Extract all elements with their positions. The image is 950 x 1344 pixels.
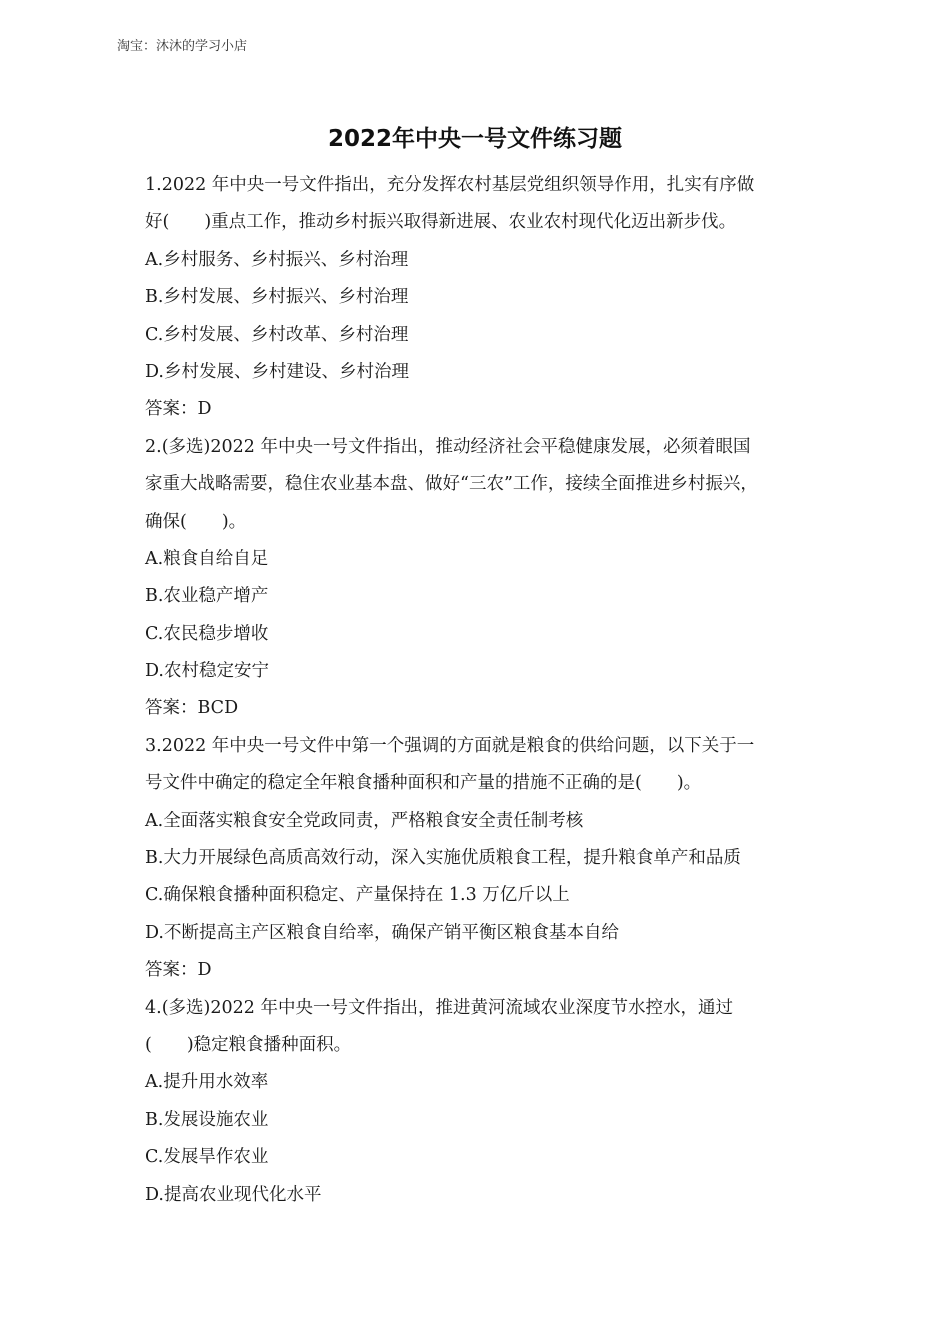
option-a: A.粮食自给自足 (145, 548, 269, 569)
option-c: C.乡村发展、乡村改革、乡村治理 (145, 324, 409, 345)
option-a: A.全面落实粮食安全党政同责，严格粮食安全责任制考核 (145, 810, 584, 831)
question-stem-line: 2.(多选)2022 年中央一号文件指出，推动经济社会平稳健康发展，必须着眼国 (145, 436, 751, 457)
option-b: B.大力开展绿色高质高效行动，深入实施优质粮食工程，提升粮食单产和品质 (145, 848, 741, 869)
question-2 (145, 429, 810, 728)
question-stem-line: 确保( )。 (145, 511, 247, 532)
option-a: A.乡村服务、乡村振兴、乡村治理 (145, 249, 409, 270)
option-d: D.提高农业现代化水平 (145, 1184, 322, 1205)
option-b: B.乡村发展、乡村振兴、乡村治理 (145, 287, 409, 308)
document-title: 2022年中央一号文件练习题 (327, 126, 622, 152)
option-a: A.提升用水效率 (145, 1072, 269, 1093)
option-d: D.不断提高主产区粮食自给率，确保产销平衡区粮食基本自给 (145, 922, 619, 943)
header-note: 淘宝：沐沐的学习小店 (117, 39, 248, 54)
question-list (145, 167, 810, 1214)
question-stem-line: 1.2022 年中央一号文件指出，充分发挥农村基层党组织领导作用，扎实有序做 (145, 175, 755, 195)
question-stem-line: 号文件中确定的稳定全年粮食播种面积和产量的措施不正确的是( )。 (145, 773, 702, 794)
question-stem-line: 家重大战略需要，稳住农业基本盘、做好“三农”工作，接续全面推进乡村振兴， (145, 474, 758, 495)
question-4 (145, 990, 810, 1214)
answer: 答案：BCD (145, 698, 239, 719)
answer: 答案：D (145, 399, 212, 420)
question-1 (145, 167, 810, 429)
option-c: C.发展旱作农业 (145, 1147, 269, 1168)
option-d: D.农村稳定安宁 (145, 661, 269, 682)
question-stem-line: ( )稳定粮食播种面积。 (145, 1034, 352, 1055)
question-stem-line: 好( )重点工作，推动乡村振兴取得新进展、农业农村现代化迈出新步伐。 (145, 212, 737, 233)
option-d: D.乡村发展、乡村建设、乡村治理 (145, 361, 409, 382)
answer: 答案：D (145, 960, 212, 981)
question-3 (145, 728, 810, 990)
option-c: C.确保粮食播种面积稳定、产量保持在 1.3 万亿斤以上 (145, 885, 570, 906)
option-b: B.农业稳产增产 (145, 586, 269, 607)
option-c: C.农民稳步增收 (145, 623, 269, 644)
question-stem-line: 4.(多选)2022 年中央一号文件指出，推进黄河流域农业深度节水控水，通过 (145, 997, 733, 1018)
option-b: B.发展设施农业 (145, 1109, 269, 1130)
question-stem-line: 3.2022 年中央一号文件中第一个强调的方面就是粮食的供给问题，以下关于一 (145, 735, 755, 756)
